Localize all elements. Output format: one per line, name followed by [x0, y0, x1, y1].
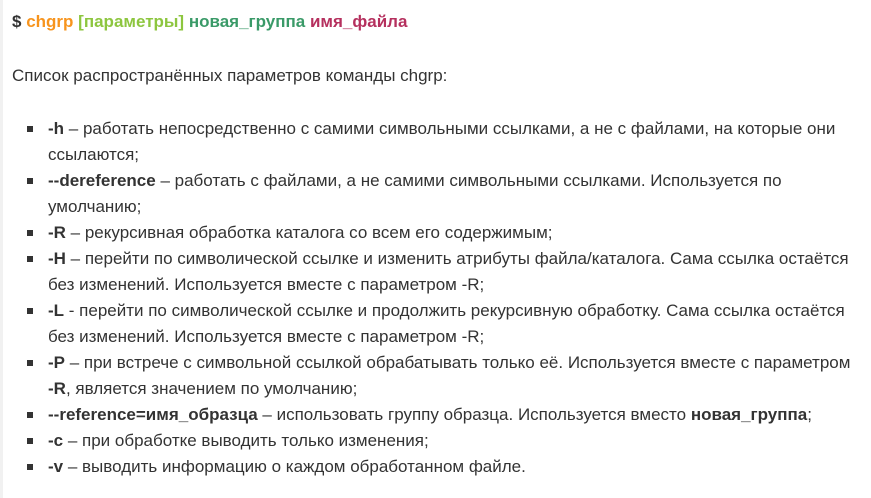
option-description: – перейти по символической ссылке и изменить атрибуты файла/каталога. Сама ссылка остаётся без изменений. Используется вместе с параметром -R;	[48, 249, 849, 294]
bullet-icon	[27, 438, 33, 444]
option-item-reference	[0, 402, 860, 428]
option-key: -v	[48, 457, 64, 476]
option-inline-key: новая_группа	[690, 405, 808, 424]
option-key: -c	[48, 431, 64, 450]
bullet-icon	[27, 126, 33, 132]
command-syntax	[12, 10, 407, 34]
bullet-icon	[27, 360, 33, 366]
bullet-icon	[27, 464, 33, 470]
option-key: -P	[48, 353, 65, 372]
bullet-icon	[27, 308, 33, 314]
option-key: -H	[48, 249, 66, 268]
option-key: --dereference	[48, 171, 156, 190]
option-item-dereference	[0, 168, 860, 220]
option-item-h	[0, 116, 860, 168]
option-description: – выводить информацию о каждом обработанном файле.	[63, 457, 526, 476]
intro-paragraph: Список распространённых параметров команды chgrp:	[12, 66, 448, 85]
bullet-icon	[27, 178, 33, 184]
option-description: – работать с файлами, а не самими символьными ссылками. Используется по умолчанию;	[48, 171, 782, 216]
prompt-dollar: $	[12, 12, 22, 31]
option-item-H	[0, 246, 860, 298]
option-key: -h	[48, 119, 65, 138]
option-key: --reference=имя_образца	[48, 405, 258, 424]
command-name: chgrp	[26, 12, 74, 31]
option-item-L	[0, 298, 860, 350]
option-inline-key: -R	[48, 379, 66, 398]
option-description: – при встрече с символьной ссылкой обрабатывать только её. Используется вместе с параметром	[65, 353, 851, 372]
option-description-tail: ;	[807, 405, 812, 424]
option-item-c	[0, 428, 860, 454]
option-description: – использовать группу образца. Используется вместо	[257, 405, 691, 424]
option-item-P	[0, 350, 860, 402]
option-description: - перейти по символической ссылке и продолжить рекурсивную обработку. Сама ссылка остаётся без изменений. Используется вместе с параметром -R;	[48, 301, 845, 346]
option-description: – при обработке выводить только изменения;	[63, 431, 429, 450]
option-description: – работать непосредственно с самими символьными ссылками, а не с файлами, на которые они ссылаются;	[48, 119, 836, 164]
option-key: -R	[48, 223, 66, 242]
bullet-icon	[27, 256, 33, 262]
bullet-icon	[27, 412, 33, 418]
command-options-placeholder: [параметры]	[78, 12, 185, 31]
bullet-icon	[27, 230, 33, 236]
option-description: – рекурсивная обработка каталога со всем его содержимым;	[65, 223, 553, 242]
option-item-R	[0, 220, 860, 246]
option-key: -L	[48, 301, 65, 320]
options-list	[0, 116, 860, 480]
option-item-v	[0, 454, 860, 480]
option-description-tail: , является значением по умолчанию;	[65, 379, 358, 398]
command-group-placeholder: новая_группа	[188, 12, 306, 31]
command-file-placeholder: имя_файла	[309, 12, 408, 31]
